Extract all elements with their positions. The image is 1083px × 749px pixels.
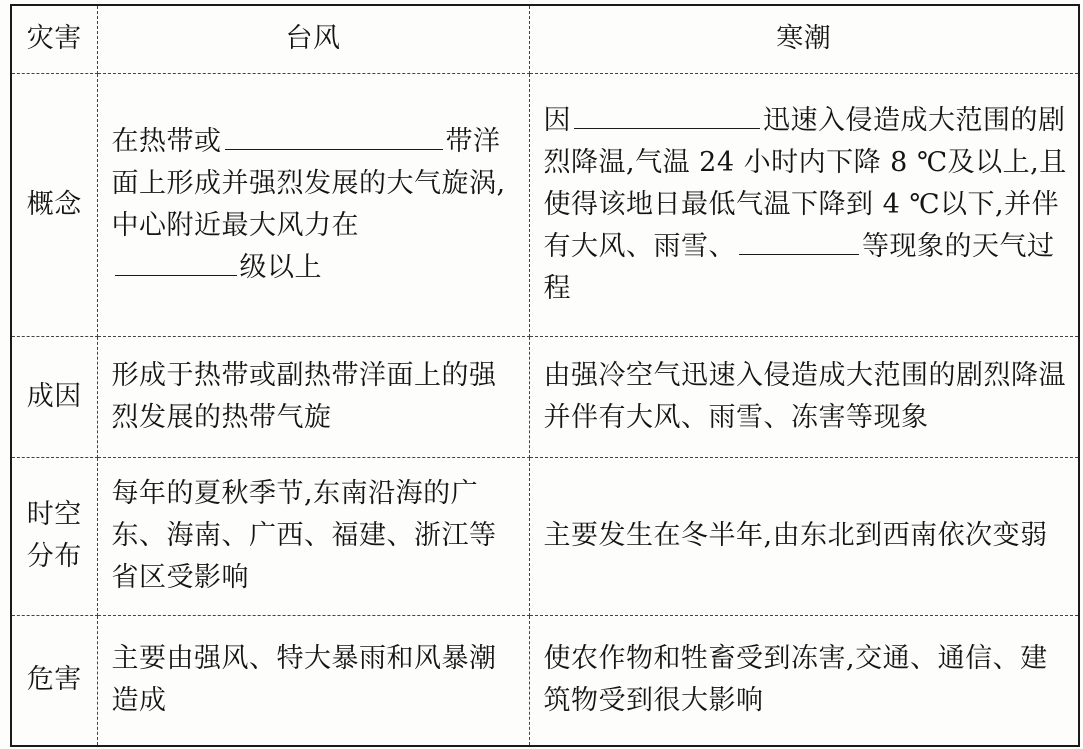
typhoon-cause-text: 形成于热带或副热带洋面上的强烈发展的热带气旋 bbox=[111, 359, 497, 433]
header-disaster: 灾害 bbox=[11, 5, 97, 73]
cold-wave-concept-text-3: 等现象的天气过程 bbox=[543, 230, 1055, 304]
cell-cold-wave-distribution bbox=[529, 457, 1079, 615]
fill-blank-4[interactable] bbox=[739, 228, 859, 255]
row-label-cause: 成因 bbox=[11, 336, 97, 457]
cell-typhoon-harm bbox=[97, 615, 529, 746]
row-label-distribution-line1: 时空 bbox=[26, 499, 82, 530]
cold-wave-distribution-text: 主要发生在冬半年,由东北到西南依次变弱 bbox=[543, 520, 1048, 551]
cell-typhoon-distribution bbox=[97, 457, 529, 615]
row-label-distribution bbox=[11, 457, 97, 615]
table-row-harm bbox=[11, 615, 1079, 746]
cell-typhoon-concept bbox=[97, 73, 529, 336]
typhoon-distribution-text: 每年的夏秋季节,东南沿海的广东、海南、广西、福建、浙江等省区受影响 bbox=[111, 478, 497, 593]
cold-wave-cause-text: 由强冷空气迅速入侵造成大范围的剧烈降温并伴有大风、雨雪、冻害等现象 bbox=[543, 359, 1066, 433]
row-label-distribution-line2: 分布 bbox=[26, 541, 82, 572]
header-typhoon: 台风 bbox=[97, 5, 529, 73]
disaster-comparison-table bbox=[10, 4, 1080, 747]
fill-blank-1[interactable] bbox=[225, 123, 443, 150]
cell-typhoon-cause bbox=[97, 336, 529, 457]
table-header-row bbox=[11, 5, 1079, 73]
row-label-harm: 危害 bbox=[11, 615, 97, 746]
table-row-distribution bbox=[11, 457, 1079, 615]
cell-cold-wave-concept bbox=[529, 73, 1079, 336]
cold-wave-concept-text-1: 因 bbox=[543, 104, 571, 136]
cell-cold-wave-cause bbox=[529, 336, 1079, 457]
table-row-concept bbox=[11, 73, 1079, 336]
typhoon-concept-text-3: 级以上 bbox=[239, 251, 322, 283]
table-row-cause bbox=[11, 336, 1079, 457]
cell-cold-wave-harm bbox=[529, 615, 1079, 746]
fill-blank-2[interactable] bbox=[115, 249, 237, 276]
row-label-concept: 概念 bbox=[11, 73, 97, 336]
header-cold-wave: 寒潮 bbox=[529, 5, 1079, 73]
fill-blank-3[interactable] bbox=[574, 102, 760, 129]
typhoon-concept-text-2: 带洋面上形成并强烈发展的大气旋涡,中心附近最大风力在 bbox=[111, 125, 506, 241]
typhoon-concept-text-1: 在热带或 bbox=[111, 125, 222, 157]
cold-wave-concept-text-2: 迅速入侵造成大范围的剧烈降温,气温 24 小时内下降 8 ℃及以上,且使得该地日最低气温下降到 4 ℃以下,并伴有大风、雨雪、 bbox=[543, 104, 1067, 262]
cold-wave-harm-text: 使农作物和牲畜受到冻害,交通、通信、建筑物受到很大影响 bbox=[543, 643, 1048, 717]
typhoon-harm-text: 主要由强风、特大暴雨和风暴潮造成 bbox=[111, 643, 497, 717]
